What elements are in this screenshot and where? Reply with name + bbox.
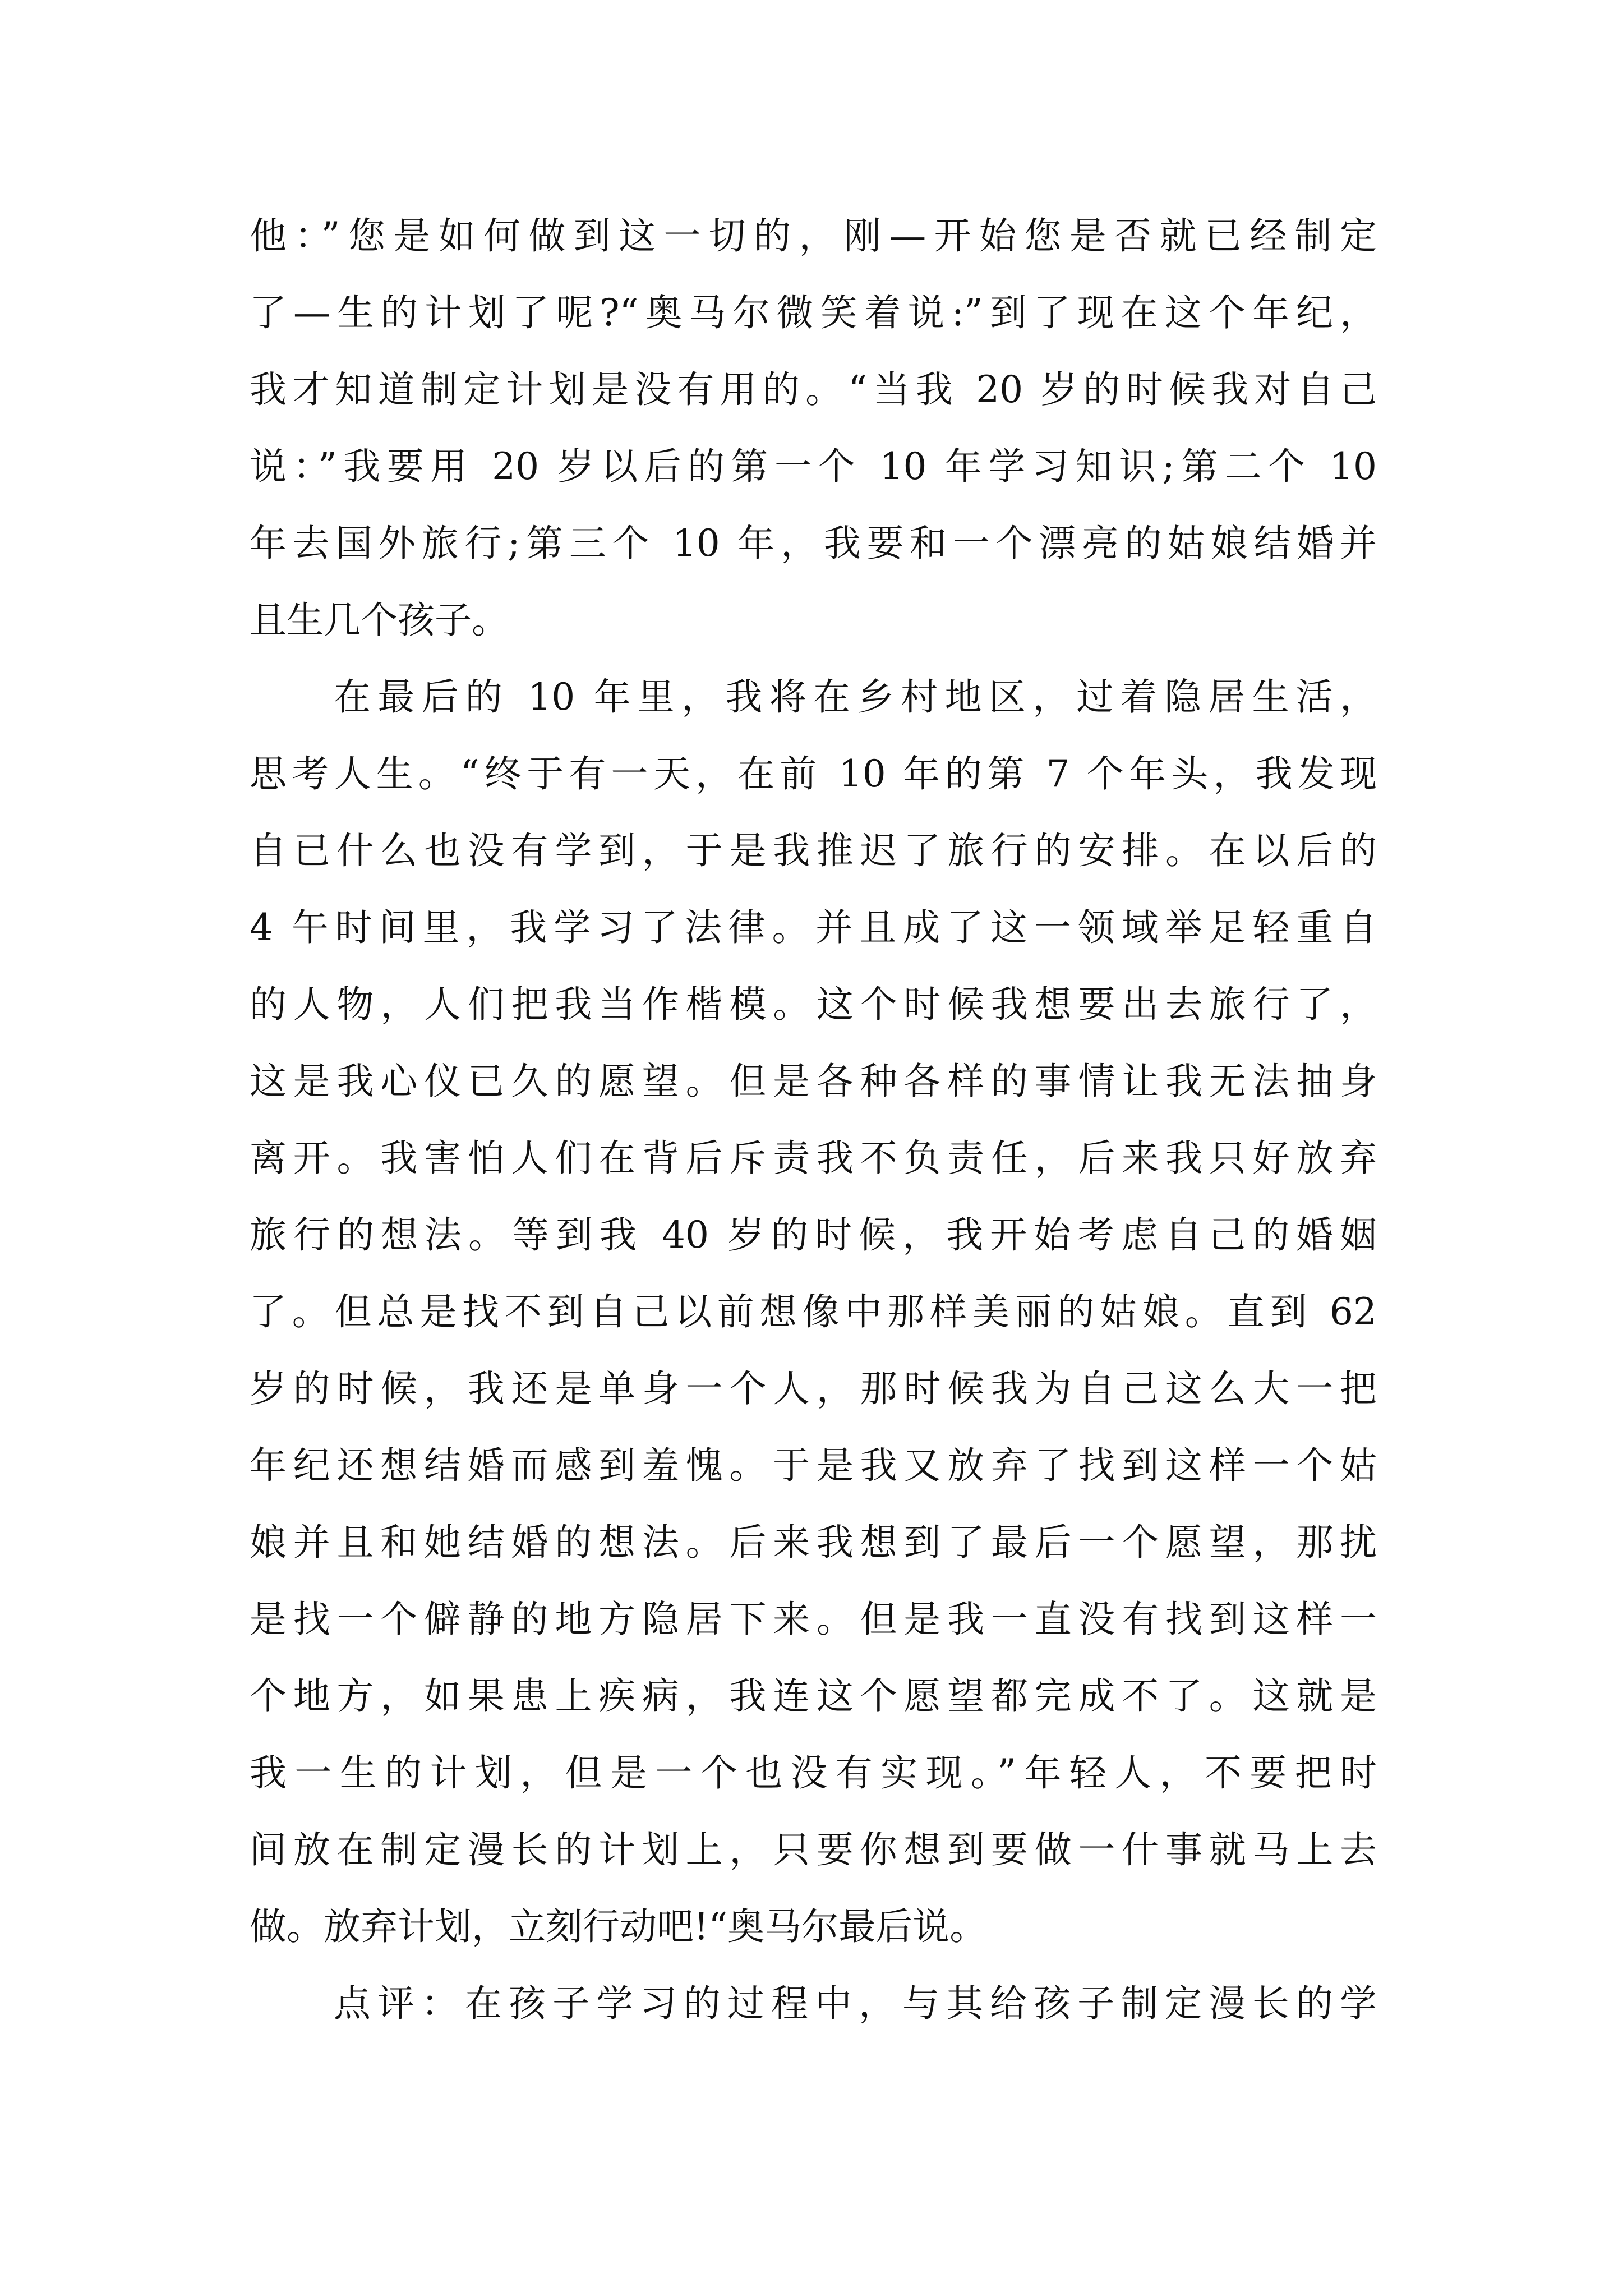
text-line-8: 思考人生。“终于有一天，在前 10 年的第 7 个年头，我发现: [250, 752, 1377, 795]
text-line-18: 娘并且和她结婚的想法。后来我想到了最后一个愿望，那扰: [250, 1521, 1377, 1564]
text-line-9: 自已什么也没有学到，于是我推迟了旅行的安排。在以后的: [250, 829, 1377, 872]
text-line-5: 年去国外旅行;第三个 10 年，我要和一个漂亮的姑娘结婚并: [250, 522, 1377, 565]
text-line-11: 的人物，人们把我当作楷模。这个时候我想要出去旅行了，: [250, 983, 1377, 1026]
text-line-23: 做。放弃计划，立刻行动吧!“奥马尔最后说。: [250, 1905, 987, 1948]
text-line-16: 岁的时候，我还是单身一个人，那时候我为自己这么大一把: [250, 1367, 1377, 1410]
text-line-6: 且生几个孩子。: [250, 599, 509, 642]
text-line-15: 了。但总是找不到自己以前想像中那样美丽的姑娘。直到 62: [250, 1290, 1377, 1333]
text-line-17: 年纪还想结婚而感到羞愧。于是我又放弃了找到这样一个姑: [250, 1444, 1377, 1487]
text-line-19: 是找一个僻静的地方隐居下来。但是我一直没有找到这样一: [250, 1598, 1377, 1641]
text-line-20: 个地方，如果患上疾病，我连这个愿望都完成不了。这就是: [250, 1674, 1377, 1718]
text-line-12: 这是我心仪已久的愿望。但是各种各样的事情让我无法抽身: [250, 1060, 1377, 1103]
text-line-3: 我才知道制定计划是没有用的。“当我 20 岁的时候我对自己: [250, 368, 1377, 411]
text-line-21: 我一生的计划，但是一个也没有实现。”年轻人，不要把时: [250, 1751, 1377, 1795]
text-line-7: 在最后的 10 年里，我将在乡村地区，过着隐居生活，: [334, 675, 1377, 719]
text-line-13: 离开。我害怕人们在背后斥责我不负责任，后来我只好放弃: [250, 1137, 1377, 1180]
text-line-22: 间放在制定漫长的计划上，只要你想到要做一什事就马上去: [250, 1828, 1377, 1871]
text-line-4: 说：”我要用 20 岁以后的第一个 10 年学习知识;第二个 10: [250, 445, 1377, 488]
text-line-10: 4 午时间里，我学习了法律。并且成了这一领域举足轻重自: [250, 906, 1377, 949]
text-line-24: 点评：在孩子学习的过程中，与其给孩子制定漫长的学: [334, 1982, 1377, 2025]
text-line-1: 他：”您是如何做到这一切的，刚—开始您是否就已经制定: [250, 214, 1377, 257]
text-line-14: 旅行的想法。等到我 40 岁的时候，我开始考虑自己的婚姻: [250, 1213, 1377, 1257]
text-line-2: 了—生的计划了呢?“奥马尔微笑着说:”到了现在这个年纪，: [250, 291, 1377, 334]
